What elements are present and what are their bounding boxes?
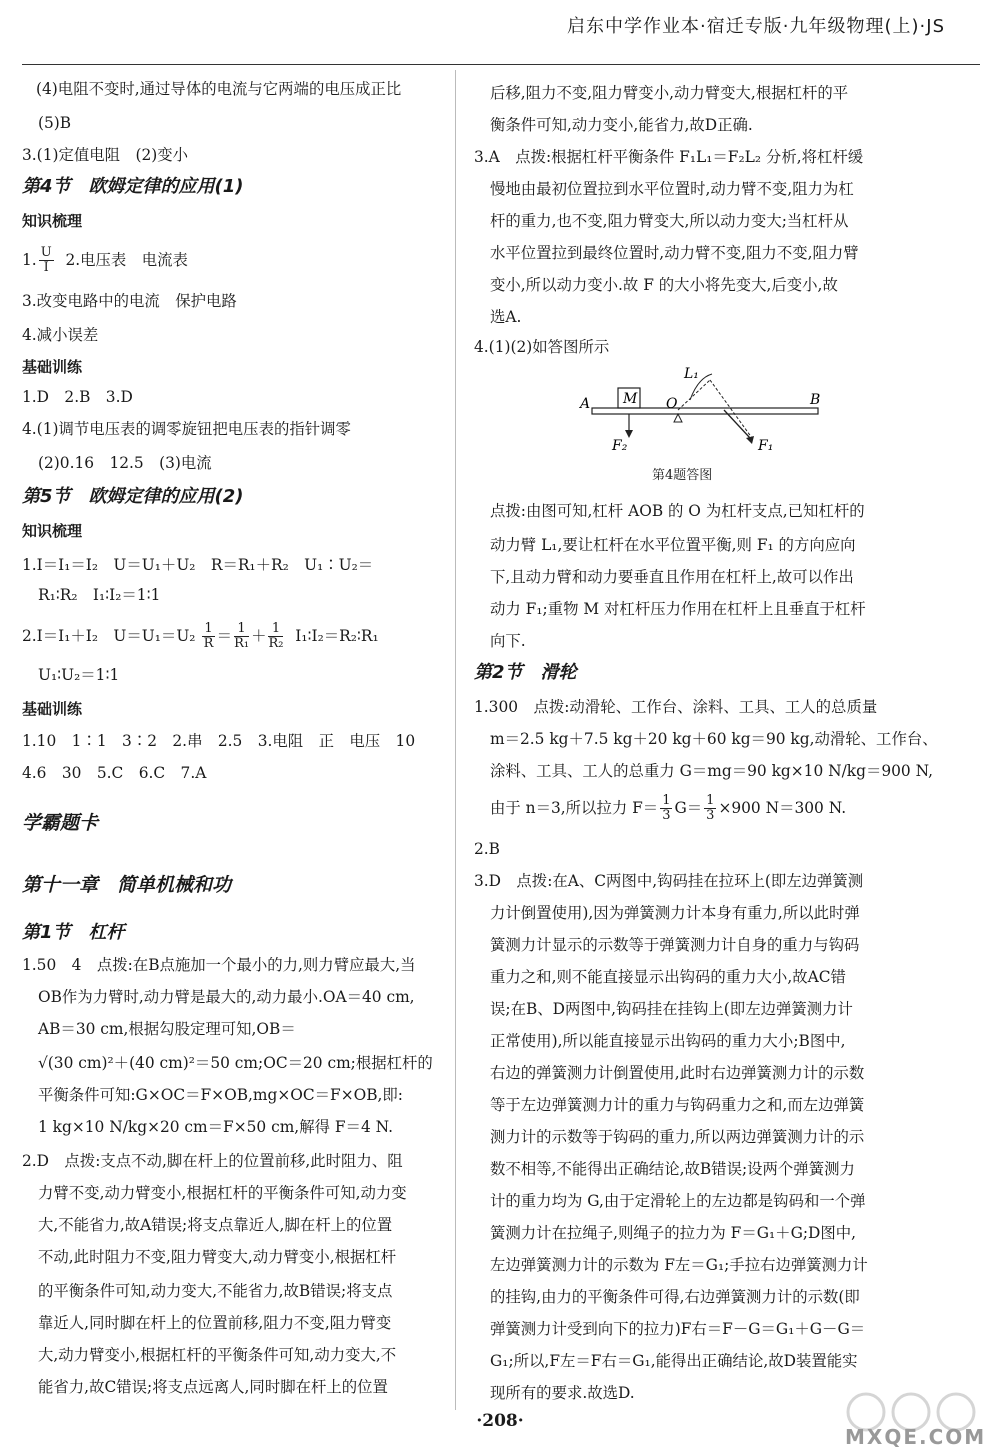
answer-line: 大,动力臂变小,根据杠杆的平衡条件可知,动力变大,不 xyxy=(38,1346,397,1364)
answer-line: 等于左边弹簧测力计的重力与钩码重力之和,而左边弹簧 xyxy=(490,1096,865,1114)
figure-caption: 第4题答图 xyxy=(652,468,713,483)
denominator: R xyxy=(203,636,214,652)
answer-line: 1 kg×10 N/kg×20 cm＝F×50 cm,解得 F＝4 N. xyxy=(38,1118,393,1136)
answer-line: (5)B xyxy=(38,114,72,132)
answer-line: 弹簧测力计受到向下的拉力)F右＝F－G＝G₁＋G－G＝ xyxy=(490,1320,866,1338)
answer-line: 水平位置拉到最终位置时,动力臂不变,阻力不变,阻力臂 xyxy=(490,244,859,262)
section-title: 第4节 欧姆定律的应用(1) xyxy=(22,176,244,197)
subsection-title: 知识梳理 xyxy=(22,212,83,230)
answer-line: √(30 cm)²＋(40 cm)²＝50 cm;OC＝20 cm;根据杠杆的 xyxy=(38,1054,433,1072)
answer-line: 4.(1)(2)如答图所示 xyxy=(474,338,610,356)
answer-line: 2.B xyxy=(474,840,500,858)
numerator: 1 xyxy=(234,622,249,637)
fraction xyxy=(39,246,54,276)
answer-line: 靠近人,同时脚在杆上的位置前移,阻力不变,阻力臂变 xyxy=(38,1314,392,1332)
answer-line: 3.改变电路中的电流 保护电路 xyxy=(22,292,237,310)
answer-line: 1.50 4 点拨:在B点施加一个最小的力,则力臂应最大,当 xyxy=(22,956,416,974)
page-number: ·208· xyxy=(476,1411,524,1431)
answer-line: 3.D 点拨:在A、C两图中,钩码挂在拉环上(即左边弹簧测 xyxy=(474,872,864,890)
answer-line: m＝2.5 kg＋7.5 kg＋20 kg＋60 kg＝90 kg,动滑轮、工作台、 xyxy=(490,730,938,748)
section-title: 第1节 杠杆 xyxy=(22,922,125,943)
answer-line: 左边弹簧测力计的示数为 F左＝G₁;手拉右边弹簧测力计 xyxy=(490,1256,868,1274)
label-F1: F₁ xyxy=(758,438,774,454)
label-B: B xyxy=(810,392,821,408)
section-title: 第2节 滑轮 xyxy=(474,662,577,683)
answer-line: 变小,所以动力变小.故 F 的大小将先变大,后变小,故 xyxy=(490,276,838,294)
answer-line: 的平衡条件可知,动力变大,不能省力,故B错误;将支点 xyxy=(38,1282,393,1300)
answer-line: 3.(1)定值电阻 (2)变小 xyxy=(22,146,189,164)
answer-line: AB＝30 cm,根据勾股定理可知,OB＝ xyxy=(38,1020,296,1038)
answer-line: (4)电阻不变时,通过导体的电流与它两端的电压成正比 xyxy=(36,80,402,98)
answer-line: 2.D 点拨:支点不动,脚在杆上的位置前移,此时阻力、阻 xyxy=(22,1152,403,1170)
l1-arm xyxy=(678,380,710,410)
answer-line: 正常使用),所以能直接显示出钩码的重力大小;B图中, xyxy=(490,1032,846,1050)
answer-text: 由于 n＝3,所以拉力 F＝ xyxy=(490,798,659,817)
fraction xyxy=(704,794,716,824)
answer-line: 簧测力计在拉绳子,则绳子的拉力为 F＝G₁＋G;D图中, xyxy=(490,1224,857,1242)
watermark-text: MXQE.COM xyxy=(845,1425,987,1449)
answer-line: 杆的重力,也不变,阻力臂变大,所以动力变大;当杠杆从 xyxy=(490,212,849,230)
answer-line: 动力 F₁;重物 M 对杠杆压力作用在杠杆上且垂直于杠杆 xyxy=(490,600,866,618)
answer-line: 慢地由最初位置拉到水平位置时,动力臂不变,阻力为杠 xyxy=(490,180,854,198)
label-M: M xyxy=(623,391,638,407)
f1-arrowhead xyxy=(746,436,754,444)
numerator: 1 xyxy=(268,622,283,637)
answer-line xyxy=(22,246,188,276)
answer-line: 涂料、工具、工人的总重力 G＝mg＝90 kg×10 N/kg＝900 N, xyxy=(490,762,933,780)
answer-line: 现所有的要求.故选D. xyxy=(490,1384,635,1402)
answer-line: 测力计的示数等于钩码的重力,所以两边弹簧测力计的示 xyxy=(490,1128,865,1146)
denominator: R₁ xyxy=(234,636,250,652)
answer-text: 2.I＝I₁＋I₂ U＝U₁＝U₂ xyxy=(22,626,196,645)
answer-line: 向下. xyxy=(490,632,526,650)
answer-line: U₁∶U₂＝1∶1 xyxy=(38,666,120,684)
label-O: O xyxy=(666,396,678,412)
answer-line: 重力之和,则不能直接显示出钩码的重力大小,故AC错 xyxy=(490,968,846,986)
subsection-title: 知识梳理 xyxy=(22,522,83,540)
answer-text: G＝ xyxy=(674,798,703,817)
answer-text: ×900 N＝300 N. xyxy=(718,798,847,817)
answer-line: 能省力,故C错误;将支点远离人,同时脚在杆上的位置 xyxy=(38,1378,388,1396)
plus: ＋ xyxy=(251,626,267,645)
fulcrum-icon xyxy=(674,414,682,422)
fraction xyxy=(234,622,249,652)
answer-line: 下,且动力臂和动力要垂直且作用在杠杆上,故可以作出 xyxy=(490,568,854,586)
label-F2: F₂ xyxy=(612,438,628,454)
chapter-title: 第十一章 简单机械和功 xyxy=(22,874,232,896)
answer-line: 1.D 2.B 3.D xyxy=(22,388,133,406)
answer-line: 的挂钩,由力的平衡条件可得,右边弹簧测力计的示数(即 xyxy=(490,1288,860,1306)
answer-line: 衡条件可知,动力变小,能省力,故D正确. xyxy=(490,116,753,134)
answer-line: OB作为力臂时,动力臂是最大的,动力最小.OA＝40 cm, xyxy=(38,988,415,1006)
subsection-title: 基础训练 xyxy=(22,358,83,376)
denominator: 3 xyxy=(662,808,671,824)
label-L1: L₁ xyxy=(684,366,699,382)
numerator: 1 xyxy=(204,621,213,636)
numerator: 1 xyxy=(662,793,671,808)
answer-line: 1.10 1∶1 3∶2 2.串 2.5 3.电阻 正 电压 10 xyxy=(22,732,416,750)
item-number: 1. xyxy=(22,250,37,269)
answer-line: 力计倒置使用),因为弹簧测力计本身有重力,所以此时弹 xyxy=(490,904,860,922)
section-title: 第5节 欧姆定律的应用(2) xyxy=(22,486,244,507)
column-divider xyxy=(455,70,456,1410)
answer-line: 数不相等,不能得出正确结论,故B错误;设两个弹簧测力 xyxy=(490,1160,855,1178)
answer-text: I₁∶I₂＝R₂∶R₁ xyxy=(295,626,379,645)
answer-line: 1.I＝I₁＝I₂ U＝U₁＋U₂ R＝R₁＋R₂ U₁∶U₂＝ xyxy=(22,556,374,574)
answer-line: 点拨:由图可知,杠杆 AOB 的 O 为杠杆支点,已知杠杆的 xyxy=(490,502,865,520)
numerator: U xyxy=(40,245,52,260)
answer-line: 计的重力均为 G,由于定滑轮上的左边都是钩码和一个弹 xyxy=(490,1192,866,1210)
header-rule xyxy=(22,64,980,65)
numerator: 1 xyxy=(706,793,715,808)
label-A: A xyxy=(580,396,591,412)
answer-line: 1.300 点拨:动滑轮、工作台、涂料、工具、工人的总质量 xyxy=(474,698,878,716)
force-line xyxy=(710,380,752,438)
answer-line: 4.6 30 5.C 6.C 7.A xyxy=(22,764,207,782)
fraction xyxy=(202,622,214,652)
subsection-title: 基础训练 xyxy=(22,700,83,718)
answer-line: 3.A 点拨:根据杠杆平衡条件 F₁L₁＝F₂L₂ 分析,将杠杆缓 xyxy=(474,148,864,166)
fraction xyxy=(660,794,672,824)
equals: ＝ xyxy=(216,626,233,645)
answer-line: 不动,此时阻力不变,阻力臂变大,动力臂变小,根据杠杆 xyxy=(38,1248,397,1266)
answer-line: R₁∶R₂ I₁∶I₂＝1∶1 xyxy=(38,586,161,604)
answer-line xyxy=(22,622,379,652)
f2-arrowhead xyxy=(625,430,633,438)
answer-line: 平衡条件可知:G×OC＝F×OB,mg×OC＝F×OB,即: xyxy=(38,1086,403,1104)
lever-bar xyxy=(592,408,818,414)
answer-line: 右边的弹簧测力计倒置使用,此时右边弹簧测力计的示数 xyxy=(490,1064,865,1082)
answer-line: 选A. xyxy=(490,308,522,326)
card-title: 学霸题卡 xyxy=(22,812,99,834)
answer-line: 4.(1)调节电压表的调零旋钮把电压表的指针调零 xyxy=(22,420,351,438)
answer-line: G₁;所以,F左＝F右＝G₁,能得出正确结论,故D装置能实 xyxy=(490,1352,858,1370)
answer-line: 4.减小误差 xyxy=(22,326,99,344)
answer-line: 误;在B、D两图中,钩码挂在挂钩上(即左边弹簧测力计 xyxy=(490,1000,853,1018)
answer-line: 簧测力计显示的示数等于弹簧测力计自身的重力与钩码 xyxy=(490,936,860,954)
lever-diagram xyxy=(574,366,834,456)
answer-line: 动力臂 L₁,要让杠杆在水平位置平衡,则 F₁ 的方向应向 xyxy=(490,536,856,554)
fraction xyxy=(268,622,283,652)
answer-line: (2)0.16 12.5 (3)电流 xyxy=(38,454,212,472)
denominator: I xyxy=(43,260,49,276)
answer-line: 后移,阻力不变,阻力臂变小,动力臂变大,根据杠杆的平 xyxy=(490,84,849,102)
answer-text: 2.电压表 电流表 xyxy=(65,250,188,269)
denominator: R₂ xyxy=(268,636,284,652)
page-header: 启东中学作业本·宿迁专版·九年级物理(上)·JS xyxy=(567,16,945,37)
denominator: 3 xyxy=(706,808,715,824)
answer-line xyxy=(490,794,846,824)
answer-line: 力臂不变,动力臂变小,根据杠杆的平衡条件可知,动力变 xyxy=(38,1184,407,1202)
answer-line: 大,不能省力,故A错误;将支点靠近人,脚在杆上的位置 xyxy=(38,1216,393,1234)
